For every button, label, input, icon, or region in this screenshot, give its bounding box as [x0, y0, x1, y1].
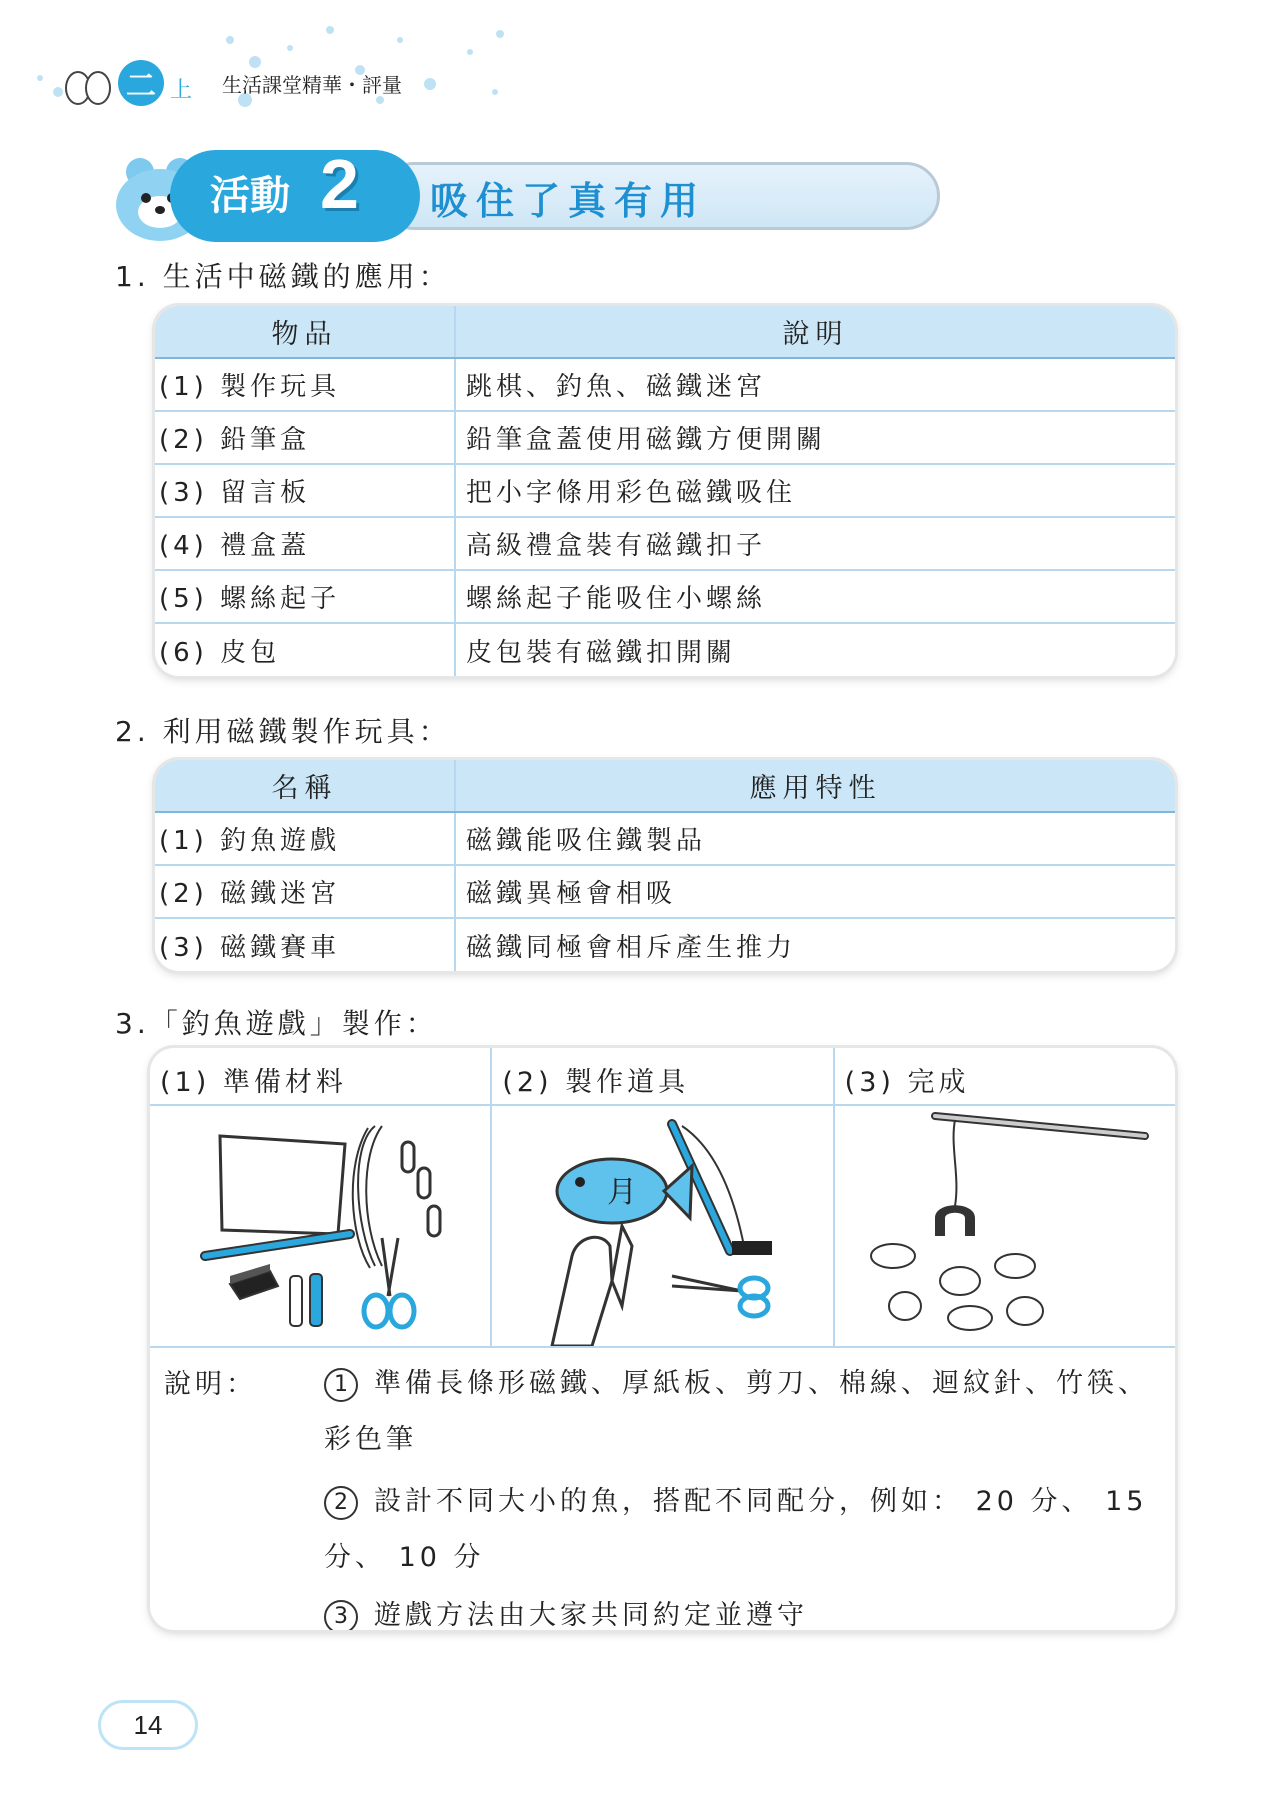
step-label: (2) 製作道具 [492, 1048, 834, 1104]
table-header: 名稱 [155, 760, 455, 812]
table-cell: (6) 皮包 [155, 623, 455, 676]
table-cell: 高級禮盒裝有磁鐵扣子 [455, 517, 1175, 570]
note-item [324, 1356, 1164, 1468]
fish-icon [557, 1159, 692, 1223]
paper-clip-icon [402, 1142, 440, 1236]
step-label: (3) 完成 [844, 1067, 970, 1098]
color-pen-icon [290, 1274, 322, 1326]
page-number: 14 [98, 1700, 198, 1750]
chopstick-icon [205, 1234, 350, 1256]
section3-title: 3.「釣魚遊戲」製作： [115, 1007, 438, 1040]
note-item [324, 1588, 1164, 1630]
table-cell: (1) 釣魚遊戲 [155, 812, 455, 865]
section1-title: 1. 生活中磁鐵的應用： [115, 260, 451, 293]
activity-bubble [170, 150, 420, 242]
table-cell: 跳棋、釣魚、磁鐵迷宮 [455, 358, 1175, 411]
activity-label: 活動 [210, 173, 290, 219]
fish-character: 月 [607, 1175, 638, 1210]
note-number: 2 [324, 1486, 358, 1520]
series-title: 生活課堂精華・評量 [222, 72, 403, 97]
note-text: 遊戲方法由大家共同約定並遵守 [374, 1600, 808, 1630]
table-cell: (3) 留言板 [155, 464, 455, 517]
term-label: 上 [170, 77, 193, 103]
note-number: 1 [324, 1368, 358, 1402]
making-illustration [492, 1106, 834, 1346]
cardboard-icon [220, 1136, 345, 1234]
steps-header [150, 1048, 1175, 1106]
table-cell: 皮包裝有磁鐵扣開關 [466, 637, 737, 668]
table-cell: (2) 鉛筆盒 [155, 411, 455, 464]
activity-banner [110, 145, 830, 260]
note-text: 設計不同大小的魚，搭配不同配分，例如： 20 分、 15 分、 10 分 [324, 1486, 1148, 1573]
table-cell: 磁鐵能吸住鐵製品 [455, 812, 1175, 865]
page-header [118, 58, 402, 108]
section3-box [150, 1048, 1175, 1630]
materials-illustration [150, 1106, 492, 1346]
table-header: 說明 [455, 306, 1175, 358]
table-cell: (2) 磁鐵迷宮 [155, 865, 455, 918]
step-label: (1) 準備材料 [150, 1048, 492, 1104]
table-cell: 磁鐵異極會相吸 [455, 865, 1175, 918]
table-header: 應用特性 [455, 760, 1175, 812]
table-row [155, 464, 1175, 517]
scissors-icon [364, 1238, 414, 1327]
section1-table [155, 306, 1175, 676]
table-cell: (5) 螺絲起子 [155, 570, 455, 623]
note-text: 準備長條形磁鐵、厚紙板、剪刀、棉線、迴紋針、竹筷、彩色筆 [324, 1368, 1149, 1455]
activity-number: 2 [320, 145, 359, 223]
table-header: 物品 [155, 306, 455, 358]
hands-icon [552, 1226, 632, 1346]
paper-fish-icon [871, 1244, 1043, 1330]
table-cell: (4) 禮盒蓋 [155, 517, 455, 570]
table-cell: 鉛筆盒蓋使用磁鐵方便開關 [455, 411, 1175, 464]
table-row [155, 570, 1175, 623]
table-cell: (1) 製作玩具 [155, 358, 455, 411]
table-cell: 磁鐵同極會相斥產生推力 [466, 932, 797, 963]
table-row [155, 918, 1175, 971]
notes-label: 說明： [164, 1369, 257, 1400]
table-row [155, 812, 1175, 865]
magnet-bar-icon [230, 1264, 278, 1299]
scissors-icon [672, 1276, 768, 1316]
table-row [155, 358, 1175, 411]
string-coil-icon [353, 1126, 382, 1268]
note-item [324, 1474, 1164, 1586]
finished-illustration [835, 1106, 1175, 1346]
rod-icon [935, 1116, 1145, 1136]
section2-title: 2. 利用磁鐵製作玩具： [115, 715, 451, 748]
table-row [155, 517, 1175, 570]
table-row [155, 411, 1175, 464]
table-row [155, 865, 1175, 918]
table-cell: (3) 磁鐵賽車 [155, 918, 455, 971]
horseshoe-magnet-icon [935, 1205, 975, 1236]
note-number: 3 [324, 1600, 358, 1631]
table-cell: 把小字條用彩色磁鐵吸住 [455, 464, 1175, 517]
table-cell: 螺絲起子能吸住小螺絲 [455, 570, 1175, 623]
step-illustrations [150, 1106, 1175, 1348]
activity-title: 吸住了真有用 [430, 179, 707, 223]
grade-badge: 二 [118, 60, 164, 106]
table-row [155, 623, 1175, 676]
section2-table [155, 760, 1175, 971]
